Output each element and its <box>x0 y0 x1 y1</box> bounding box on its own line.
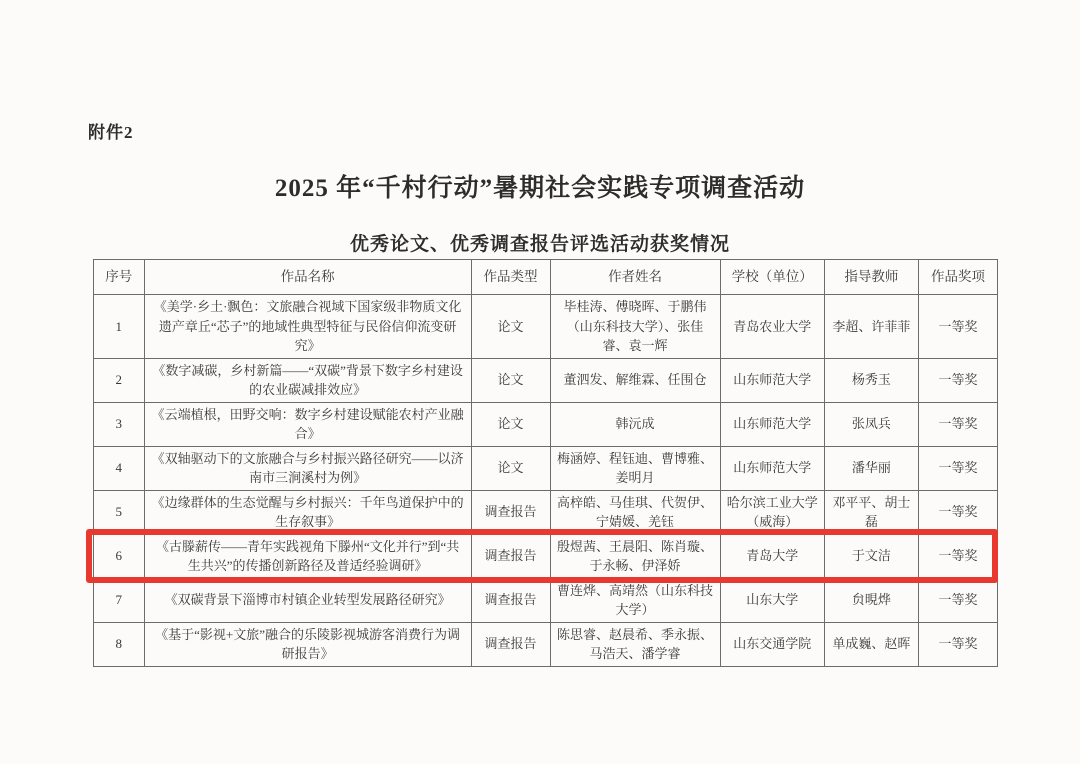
table-header-row <box>94 260 998 295</box>
cell-no: 8 <box>94 622 145 666</box>
cell-award: 一等奖 <box>919 358 998 402</box>
cell-no: 2 <box>94 358 145 402</box>
cell-authors: 高梓皓、马佳琪、代贺伊、宁婧媛、羌钰 <box>550 490 720 534</box>
cell-authors: 殷煜茜、王晨阳、陈肖璇、于永畅、伊泽娇 <box>550 534 720 578</box>
table-row <box>94 578 998 622</box>
cell-title: 《数字减碳，乡村新篇——“双碳”背景下数字乡村建设的农业碳减排效应》 <box>144 358 471 402</box>
cell-title: 《双碳背景下淄博市村镇企业转型发展路径研究》 <box>144 578 471 622</box>
cell-advisor: 贠晛烨 <box>824 578 918 622</box>
header-title: 作品名称 <box>144 260 471 295</box>
cell-title: 《双轴驱动下的文旅融合与乡村振兴路径研究——以济南市三涧溪村为例》 <box>144 446 471 490</box>
table-row <box>94 295 998 359</box>
page-title: 2025 年“千村行动”暑期社会实践专项调查活动 <box>274 175 806 202</box>
cell-advisor: 张凤兵 <box>824 402 918 446</box>
cell-advisor: 邓平平、胡士磊 <box>824 490 918 534</box>
cell-no: 4 <box>94 446 145 490</box>
cell-type: 调查报告 <box>471 534 550 578</box>
cell-no: 1 <box>94 295 145 359</box>
cell-award: 一等奖 <box>919 578 998 622</box>
cell-type: 调查报告 <box>471 490 550 534</box>
cell-school: 青岛大学 <box>720 534 824 578</box>
cell-type: 论文 <box>471 446 550 490</box>
cell-award: 一等奖 <box>919 534 998 578</box>
cell-authors: 韩沅成 <box>550 402 720 446</box>
cell-title: 《基于“影视+文旅”融合的乐陵影视城游客消费行为调研报告》 <box>144 622 471 666</box>
table-row <box>94 358 998 402</box>
cell-award: 一等奖 <box>919 295 998 359</box>
cell-no: 6 <box>94 534 145 578</box>
table-row <box>94 490 998 534</box>
cell-title: 《边缘群体的生态觉醒与乡村振兴：千年鸟道保护中的生存叙事》 <box>144 490 471 534</box>
cell-advisor: 李超、许菲菲 <box>824 295 918 359</box>
attachment-label: 附件2 <box>88 123 134 142</box>
header-advisor: 指导教师 <box>824 260 918 295</box>
header-type: 作品类型 <box>471 260 550 295</box>
cell-award: 一等奖 <box>919 402 998 446</box>
cell-authors: 梅涵婷、程钰迪、曹博雅、姜明月 <box>550 446 720 490</box>
cell-no: 7 <box>94 578 145 622</box>
cell-no: 5 <box>94 490 145 534</box>
header-no: 序号 <box>94 260 145 295</box>
table-row <box>94 622 998 666</box>
cell-type: 论文 <box>471 402 550 446</box>
cell-authors: 毕桂涛、傅晓晖、于鹏伟（山东科技大学）、张佳睿、袁一辉 <box>550 295 720 359</box>
page-subtitle: 优秀论文、优秀调查报告评选活动获奖情况 <box>349 234 730 255</box>
table-row <box>94 402 998 446</box>
cell-type: 调查报告 <box>471 622 550 666</box>
table-row-highlighted <box>94 534 998 578</box>
cell-advisor: 于文洁 <box>824 534 918 578</box>
cell-authors: 陈思睿、赵晨希、季永振、马浩天、潘学睿 <box>550 622 720 666</box>
cell-school: 山东师范大学 <box>720 402 824 446</box>
cell-advisor: 单成巍、赵晖 <box>824 622 918 666</box>
cell-authors: 董泗发、解维霖、任围仓 <box>550 358 720 402</box>
cell-type: 调查报告 <box>471 578 550 622</box>
cell-type: 论文 <box>471 295 550 359</box>
cell-school: 山东交通学院 <box>720 622 824 666</box>
cell-advisor: 潘华丽 <box>824 446 918 490</box>
award-table <box>93 259 998 667</box>
header-authors: 作者姓名 <box>550 260 720 295</box>
cell-school: 青岛农业大学 <box>720 295 824 359</box>
cell-type: 论文 <box>471 358 550 402</box>
cell-no: 3 <box>94 402 145 446</box>
cell-title: 《美学·乡土·飘色：文旅融合视域下国家级非物质文化遗产章丘“芯子”的地域性典型特征与民俗信仰流变研究》 <box>144 295 471 359</box>
table-row <box>94 446 998 490</box>
cell-school: 山东师范大学 <box>720 446 824 490</box>
header-school: 学校（单位） <box>720 260 824 295</box>
cell-authors: 曹连烨、高靖然（山东科技大学） <box>550 578 720 622</box>
cell-award: 一等奖 <box>919 446 998 490</box>
cell-award: 一等奖 <box>919 490 998 534</box>
cell-school: 哈尔滨工业大学（威海） <box>720 490 824 534</box>
cell-school: 山东师范大学 <box>720 358 824 402</box>
cell-school: 山东大学 <box>720 578 824 622</box>
header-award: 作品奖项 <box>919 260 998 295</box>
cell-title: 《云端植根，田野交响：数字乡村建设赋能农村产业融合》 <box>144 402 471 446</box>
cell-title: 《古滕薪传——青年实践视角下滕州“文化并行”到“共生共兴”的传播创新路径及普适经验调研》 <box>144 534 471 578</box>
cell-advisor: 杨秀玉 <box>824 358 918 402</box>
cell-award: 一等奖 <box>919 622 998 666</box>
